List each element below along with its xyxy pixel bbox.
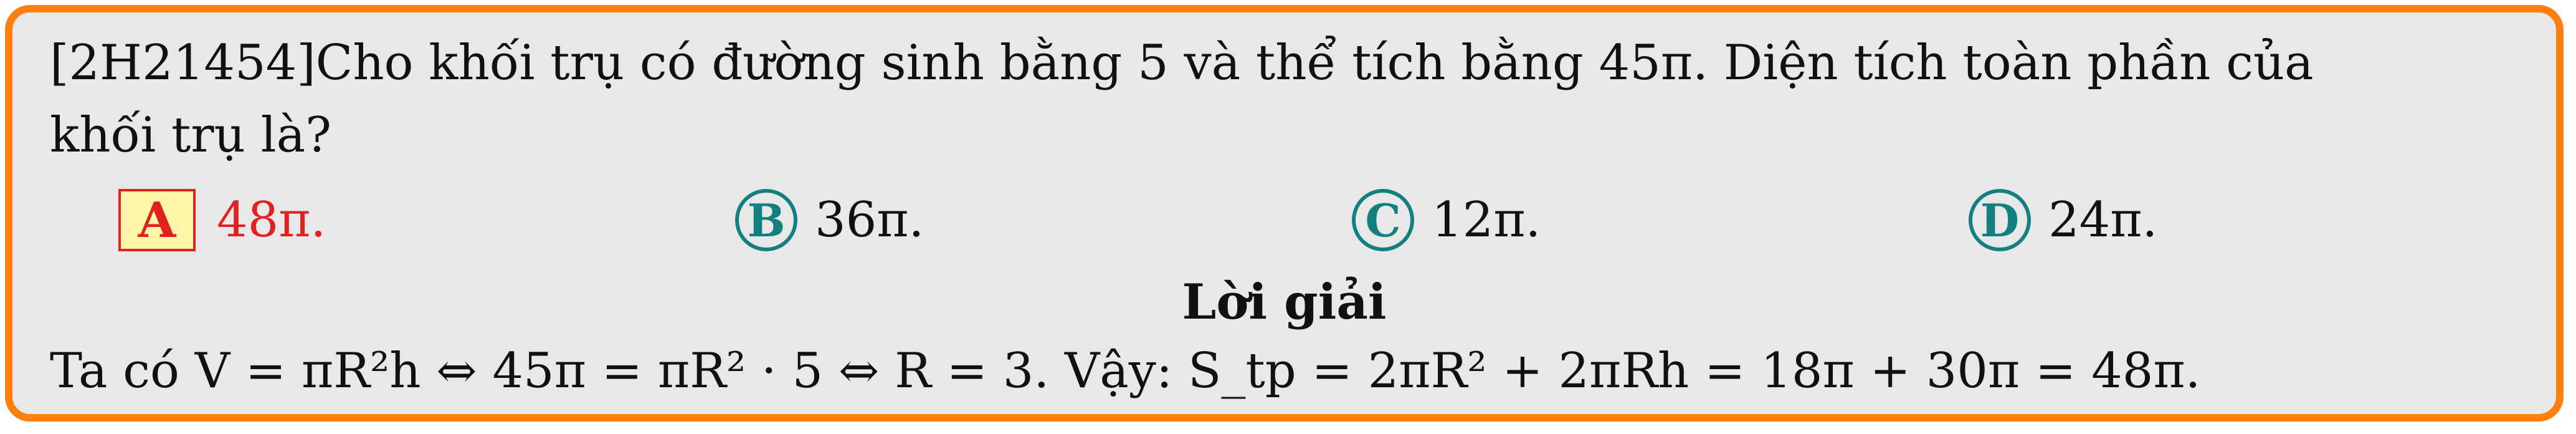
option-c[interactable] [1352, 186, 1541, 254]
option-b-text: 36π. [815, 192, 924, 248]
question-text-line-1: [2H21454]Cho khối trụ có đường sinh bằng 5 và thể tích bằng 45π. Diện tích toàn phần của [50, 35, 2314, 91]
option-c-text: 12π. [1432, 192, 1541, 248]
option-a-text: 48π. [217, 192, 326, 248]
option-b-label: B [735, 189, 797, 251]
answer-options [12, 186, 2556, 254]
option-d-label: D [1969, 189, 2031, 251]
question-card [5, 5, 2564, 422]
solution-title: Lời giải [1182, 274, 1387, 330]
option-c-label: C [1352, 189, 1414, 251]
solution-text: Ta có V = πR²h ⇔ 45π = πR² · 5 ⇔ R = 3. Vậy: S_tp = 2πR² + 2πRh = 18π + 30π = 48π. [50, 343, 2201, 399]
option-d[interactable] [1969, 186, 2157, 254]
question-text-line-2: khối trụ là? [50, 107, 331, 163]
option-d-text: 24π. [2048, 192, 2158, 248]
option-a-label: A [118, 189, 196, 251]
option-b[interactable] [735, 186, 924, 254]
option-a[interactable] [118, 186, 326, 254]
